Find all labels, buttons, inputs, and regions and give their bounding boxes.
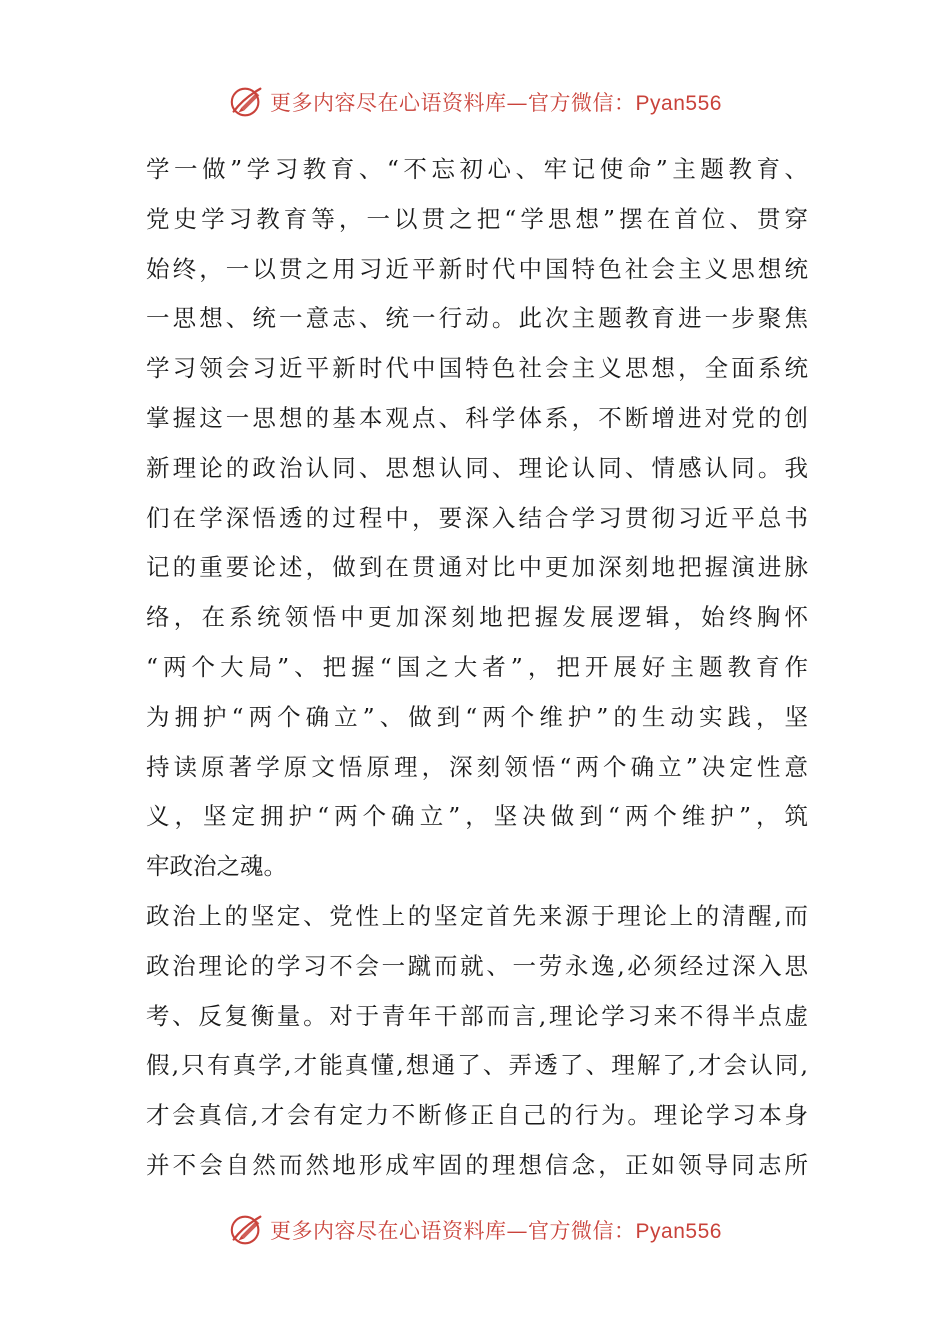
text-line: 并不会自然而然地形成牢固的理想信念，正如领导同志所	[146, 1150, 808, 1179]
text-line: 掌握这一思想的基本观点、科学体系，不断增进对党的创	[146, 403, 808, 432]
pen-logo-icon	[228, 83, 266, 121]
header-banner	[0, 80, 950, 124]
text-line: 政治理论的学习不会一蹴而就、一劳永逸,必须经过深入思	[146, 951, 808, 980]
text-line: 一思想、统一意志、统一行动。此次主题教育进一步聚焦	[146, 304, 808, 333]
text-line: 们在学深悟透的过程中，要深入结合学习贯彻习近平总书	[146, 503, 808, 532]
pen-logo-icon	[228, 1211, 266, 1249]
text-line: 新理论的政治认同、思想认同、理论认同、情感认同。我	[146, 453, 808, 482]
text-line: 才会真信,才会有定力不断修正自己的行为。理论学习本身	[146, 1101, 808, 1130]
text-line: 义，坚定拥护“两个确立”，坚决做到“两个维护”，筑	[146, 802, 808, 831]
text-line: “两个大局”、把握“国之大者”，把开展好主题教育作	[146, 652, 808, 681]
text-line: 持读原著学原文悟原理，深刻领悟“两个确立”决定性意	[146, 752, 808, 781]
document-body	[146, 145, 808, 1191]
wechat-id: Pyan556	[635, 92, 722, 115]
banner-text: 更多内容尽在心语资料库—官方微信：Pyan556	[270, 91, 722, 115]
banner-text: 更多内容尽在心语资料库—官方微信：Pyan556	[270, 1219, 722, 1243]
text-line: 为拥护“两个确立”、做到“两个维护”的生动实践，坚	[146, 702, 808, 731]
text-line: 假,只有真学,才能真懂,想通了、弄透了、理解了,才会认同,	[146, 1051, 808, 1080]
text-line: 学习领会习近平新时代中国特色社会主义思想，全面系统	[146, 354, 808, 383]
text-line: 牢政治之魂。	[146, 852, 287, 881]
footer-banner	[0, 1208, 950, 1252]
text-line: 党史学习教育等，一以贯之把“学思想”摆在首位、贯穿	[146, 204, 808, 233]
text-line: 考、反复衡量。对于青年干部而言,理论学习来不得半点虚	[146, 1001, 808, 1030]
text-line: 学一做”学习教育、“不忘初心、牢记使命”主题教育、	[146, 155, 808, 183]
text-line: 络，在系统领悟中更加深刻地把握发展逻辑，始终胸怀	[146, 603, 808, 632]
wechat-id: Pyan556	[635, 1220, 722, 1243]
text-line: 记的重要论述，做到在贯通对比中更加深刻地把握演进脉	[146, 553, 808, 582]
text-line: 始终，一以贯之用习近平新时代中国特色社会主义思想统	[146, 254, 808, 283]
text-line: 政治上的坚定、党性上的坚定首先来源于理论上的清醒,而	[146, 901, 808, 930]
